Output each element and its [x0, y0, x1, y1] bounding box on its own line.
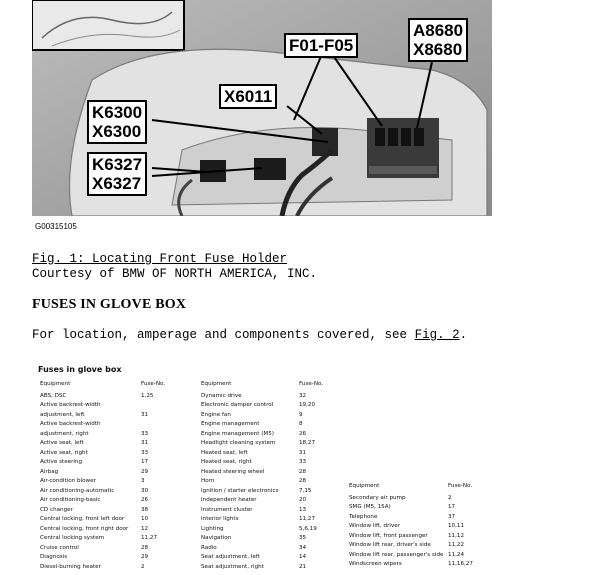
callout-x6011: [219, 84, 277, 109]
fuse-table-title: Fuses in glove box: [38, 365, 122, 374]
fuse-number-cell: 34: [299, 544, 307, 551]
callout-k6300-line2: X6300: [92, 122, 142, 141]
section-heading: FUSES IN GLOVE BOX: [32, 297, 187, 312]
callout-f01-line1: F01-F05: [289, 36, 354, 55]
fuse-equipment-cell: Active steering: [40, 459, 83, 465]
fuse-equipment-cell: Central locking system: [40, 535, 105, 541]
fuse-equipment-cell: Seat adjustment, left: [201, 554, 260, 560]
fuse-number-cell: 2: [141, 563, 145, 570]
fuse-equipment-cell: Seat adjustment, right: [201, 563, 264, 570]
fuse-equipment-cell: Active backrest-width: [40, 421, 101, 427]
fuse-number-cell: 33: [141, 430, 149, 437]
callout-k6300: [87, 100, 147, 144]
fuse-equipment-cell: Navigation: [201, 535, 232, 541]
fuse-equipment-cell: Windscreen wipers: [349, 561, 402, 567]
fuse-equipment-cell: Window lift, driver: [349, 523, 401, 529]
callout-f01-f05: [284, 33, 358, 58]
fuse-number-cell: 11,16,27: [448, 561, 473, 567]
fuse-number-cell: [141, 420, 165, 430]
fuse-number-cell: 8: [299, 421, 303, 427]
callout-a8680-line2: X8680: [413, 40, 463, 59]
fuse-holder-photo: [32, 0, 492, 216]
col1-header-equipment: Equipment: [40, 381, 71, 387]
fuse-number-cell: 7,15: [299, 487, 312, 494]
reference-prefix: For location, amperage and components covered, see: [32, 328, 415, 342]
fuse-equipment-cell: Active seat, left: [40, 440, 84, 446]
fuse-number-cell: 28: [141, 544, 149, 551]
fuse-col2-fuse: [299, 380, 323, 572]
fuse-number-cell: 38: [141, 506, 149, 513]
fuse-equipment-cell: Telephone: [349, 513, 378, 520]
fuse-equipment-cell: Active backrest-width: [40, 402, 101, 408]
callout-a8680: [408, 18, 468, 62]
reference-suffix: .: [459, 328, 468, 342]
fuse-number-cell: 2: [448, 494, 452, 501]
fuse-number-cell: 29: [141, 468, 149, 475]
fuse-number-cell: 17: [448, 504, 456, 510]
fuse-number-cell: 12: [141, 525, 149, 532]
callout-x6011-line1: X6011: [224, 87, 273, 106]
fuse-equipment-cell: adjustment, left: [40, 411, 85, 418]
fuse-number-cell: 29: [141, 554, 149, 560]
fuse-number-cell: [141, 401, 165, 411]
fuse-equipment-cell: Horn: [201, 478, 215, 484]
fuse-number-cell: 33: [141, 449, 149, 456]
figure-caption-link[interactable]: Fig. 1: Locating Front Fuse Holder: [32, 252, 288, 266]
fuse-equipment-cell: Central locking, front left door: [40, 516, 125, 522]
fuse-number-cell: 31: [299, 449, 307, 456]
fuse-equipment-cell: Air conditioning-automatic: [40, 487, 115, 494]
fuse-equipment-cell: Engine management: [201, 421, 260, 427]
fuse-number-cell: 32: [299, 392, 307, 399]
fuse-equipment-cell: Interior lights: [201, 516, 239, 522]
fuse-number-cell: 28: [299, 468, 307, 475]
fuse-equipment-cell: Independent heater: [201, 497, 257, 503]
reference-line: [32, 328, 467, 342]
callout-k6327-line2: X6327: [92, 174, 142, 193]
fuse-number-cell: 31: [141, 440, 149, 446]
callout-a8680-line1: A8680: [413, 21, 464, 40]
col3-header-equipment: Equipment: [349, 483, 380, 489]
photo-id: G00315105: [35, 222, 77, 231]
fuse-number-cell: 26: [141, 497, 149, 503]
fuse-number-cell: 37: [448, 513, 456, 520]
fuse-col1-fuse: [141, 380, 165, 572]
fuse-equipment-cell: Diesel-burning heater: [40, 563, 101, 570]
fuse-equipment-cell: Ignition / starter electronics: [201, 487, 279, 494]
fuse-number-cell: 19,20: [299, 402, 316, 408]
col2-header-fuse: Fuse-No.: [299, 381, 324, 387]
fuse-equipment-cell: adjustment, right: [40, 430, 89, 437]
col1-header-fuse: Fuse-No.: [141, 381, 166, 387]
fuse-number-cell: 18,27: [299, 440, 316, 446]
callout-k6300-line1: K6300: [92, 103, 143, 122]
fuse-equipment-cell: ABS, DSC: [40, 392, 67, 399]
fuse-equipment-cell: Airbag: [40, 468, 59, 475]
fuse-equipment-cell: Central locking, front right door: [40, 525, 129, 532]
callout-k6327: [87, 152, 147, 196]
fuse-col2-equipment: [201, 380, 278, 572]
fuse-number-cell: 21: [299, 563, 307, 570]
fuse-number-cell: 33: [299, 459, 307, 465]
fuse-equipment-cell: Engine management (M5): [201, 430, 274, 437]
fuse-equipment-cell: CD changer: [40, 506, 73, 513]
fuse-col1-equipment: [40, 380, 128, 572]
fuse-equipment-cell: Heated steering wheel: [201, 468, 265, 475]
fuse-number-cell: 14: [299, 554, 307, 560]
figure-caption: [32, 252, 287, 266]
fuse-col3-equipment: [349, 482, 443, 570]
fuse-equipment-cell: Electronic damper control: [201, 402, 274, 408]
fuse-equipment-cell: Active seat, right: [40, 449, 88, 456]
col3-header-fuse: Fuse-No.: [448, 483, 473, 489]
fuse-number-cell: 30: [141, 487, 149, 494]
fuse-equipment-cell: SMG (M5, 15A): [349, 504, 391, 510]
fuse-number-cell: 3: [141, 478, 145, 484]
fuse-number-cell: 9: [299, 411, 303, 418]
fuse-equipment-cell: Window lift rear, driver's side: [349, 542, 431, 548]
fuse-equipment-cell: Window lift, front passenger: [349, 532, 428, 539]
fuse-number-cell: 20: [299, 497, 307, 503]
fig2-link[interactable]: Fig. 2: [414, 328, 460, 342]
fuse-number-cell: 10,11: [448, 523, 465, 529]
fuse-number-cell: 31: [141, 411, 149, 418]
fuse-number-cell: 11,12: [448, 532, 465, 539]
col2-header-equipment: Equipment: [201, 381, 232, 387]
fuse-col3-fuse: [448, 482, 473, 570]
fuse-equipment-cell: Dynamic drive: [201, 392, 242, 399]
fuse-equipment-cell: Air-condition blower: [40, 478, 96, 484]
fuse-number-cell: 11,24: [448, 551, 465, 558]
fuse-equipment-cell: Secondary air pump: [349, 494, 406, 501]
courtesy-line: Courtesy of BMW OF NORTH AMERICA, INC.: [32, 267, 318, 281]
fuse-equipment-cell: Cruise control: [40, 544, 79, 551]
fuse-equipment-cell: Lighting: [201, 525, 224, 532]
fuse-number-cell: 10: [141, 516, 149, 522]
fuse-number-cell: 26: [299, 430, 307, 437]
fuse-equipment-cell: Instrument cluster: [201, 506, 253, 513]
fuse-number-cell: 11,27: [141, 535, 158, 541]
fuse-equipment-cell: Heated seat, right: [201, 459, 252, 465]
fuse-equipment-cell: Diagnosis: [40, 554, 68, 560]
fuse-equipment-cell: Air conditioning-basic: [40, 497, 101, 503]
callout-k6327-line1: K6327: [92, 155, 143, 174]
fuse-equipment-cell: Engine fan: [201, 411, 231, 418]
fuse-number-cell: 5,6,19: [299, 525, 317, 532]
fuse-number-cell: 17: [141, 459, 149, 465]
fuse-number-cell: 35: [299, 535, 307, 541]
fuse-equipment-cell: Radio: [201, 544, 217, 551]
fuse-number-cell: 13: [299, 506, 307, 513]
fuse-table: [38, 365, 478, 575]
fuse-equipment-cell: Headlight cleaning system: [201, 440, 276, 446]
fuse-number-cell: 28: [299, 478, 307, 484]
fuse-number-cell: 11,22: [448, 542, 465, 548]
fuse-number-cell: 1,25: [141, 392, 154, 399]
fuse-equipment-cell: Heated seat, left: [201, 449, 248, 456]
fuse-equipment-cell: Window lift rear, passenger's side: [349, 551, 444, 558]
fuse-number-cell: 11,27: [299, 516, 316, 522]
